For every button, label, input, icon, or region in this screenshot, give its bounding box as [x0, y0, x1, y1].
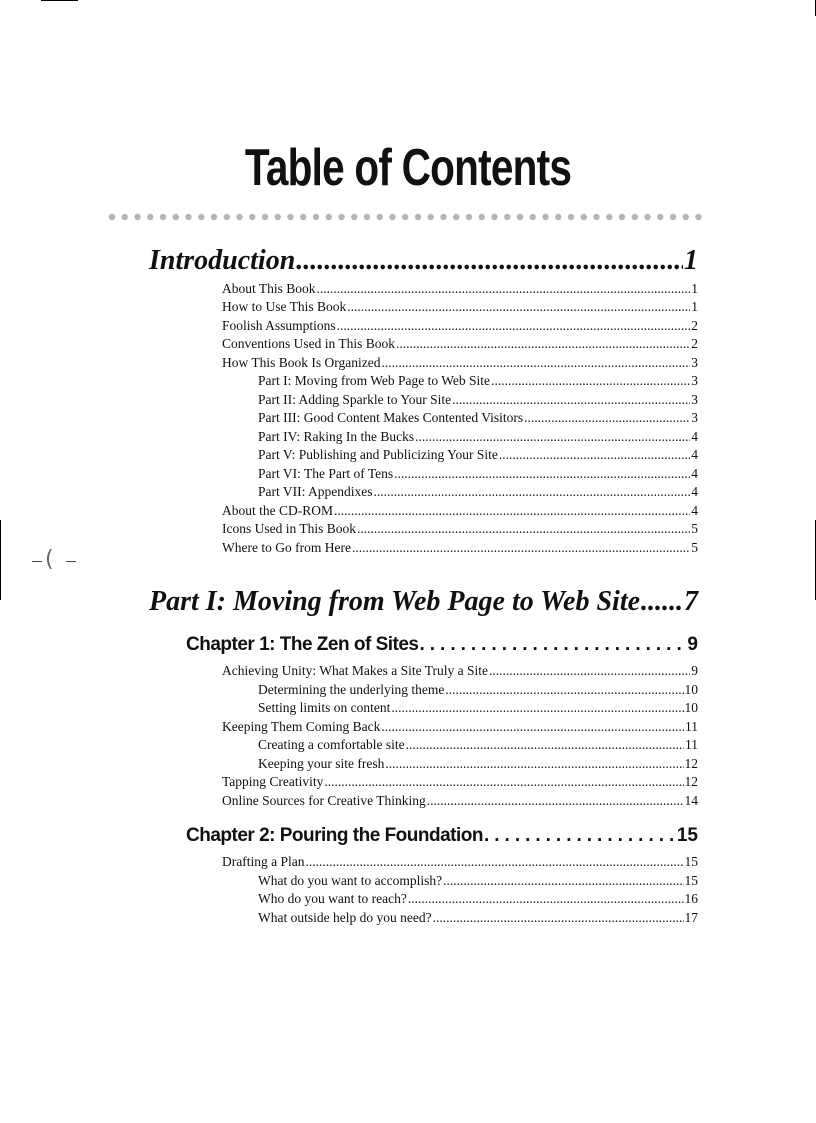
- entry-label: How This Book Is Organized: [222, 355, 381, 370]
- dot-leader: [396, 335, 690, 353]
- toc-entry[interactable]: [222, 335, 698, 353]
- toc-entry[interactable]: [222, 773, 698, 791]
- dot-leader: [352, 539, 690, 557]
- entry-label: Part VI: The Part of Tens: [258, 466, 394, 481]
- toc-subentry[interactable]: [258, 755, 698, 773]
- entry-page-number: 5: [691, 540, 698, 555]
- toc-entry[interactable]: [222, 792, 698, 810]
- toc-entry[interactable]: [222, 539, 698, 557]
- entry-label: Where to Go from Here: [222, 540, 351, 555]
- toc-entry[interactable]: [222, 317, 698, 335]
- entry-page-number: 12: [684, 756, 698, 771]
- entry-page-number: 2: [691, 336, 698, 351]
- entry-page-number: 4: [691, 429, 698, 444]
- chapter-page-number: 15: [676, 825, 698, 846]
- entry-label: Icons Used in This Book: [222, 521, 356, 536]
- entry-label: Part IV: Raking In the Bucks: [258, 429, 415, 444]
- entry-page-number: 14: [684, 793, 698, 808]
- entry-label: Determining the underlying theme: [258, 682, 445, 697]
- dot-leader: [394, 465, 690, 483]
- entry-page-number: 5: [691, 521, 698, 536]
- entry-page-number: 4: [691, 447, 698, 462]
- toc-entry[interactable]: [222, 298, 698, 316]
- toc-subentry[interactable]: [258, 736, 698, 754]
- entry-label: Part II: Adding Sparkle to Your Site: [258, 392, 452, 407]
- entry-label: Conventions Used in This Book: [222, 336, 396, 351]
- entry-page-number: 4: [691, 466, 698, 481]
- entry-page-number: 3: [691, 410, 698, 425]
- toc-subentry[interactable]: [258, 872, 698, 890]
- entry-page-number: 10: [684, 682, 698, 697]
- dot-leader: [419, 632, 686, 658]
- entry-page-number: 10: [684, 700, 698, 715]
- toc-subentry[interactable]: [258, 483, 698, 501]
- toc-subentry[interactable]: [258, 681, 698, 699]
- dot-leader: [524, 409, 690, 427]
- entry-label: Achieving Unity: What Makes a Site Truly a Site: [222, 663, 488, 678]
- chapter-page-number: 9: [687, 634, 698, 655]
- entry-label: Tapping Creativity: [222, 774, 324, 789]
- entry-page-number: 17: [684, 910, 698, 925]
- entry-label: Part V: Publishing and Publicizing Your Site: [258, 447, 498, 462]
- entry-label: What outside help do you need?: [258, 910, 432, 925]
- toc-subentry[interactable]: [258, 909, 698, 927]
- chapter-label: Chapter 2: Pouring the Foundation: [186, 825, 483, 846]
- entry-page-number: 11: [685, 737, 698, 752]
- registration-mark-icon: (: [32, 549, 76, 577]
- page-title: Table of Contents: [244, 139, 572, 197]
- entry-label: How to Use This Book: [222, 299, 347, 314]
- chapter-label: Chapter 1: The Zen of Sites: [186, 634, 419, 655]
- toc-entry[interactable]: [222, 853, 698, 871]
- entry-label: Part III: Good Content Makes Contented Visitors: [258, 410, 524, 425]
- entry-label: Online Sources for Creative Thinking: [222, 793, 426, 808]
- toc-entry[interactable]: [222, 662, 698, 680]
- dot-leader: [499, 446, 690, 464]
- dot-leader: [452, 391, 690, 409]
- entry-page-number: 1: [691, 299, 698, 314]
- entry-label: Creating a comfortable site: [258, 737, 405, 752]
- dot-leader: [334, 502, 690, 520]
- dot-leader: [385, 755, 683, 773]
- toc-subentry[interactable]: [258, 372, 698, 390]
- part-label: Part I: Moving from Web Page to Web Site: [149, 586, 641, 617]
- toc-subentry[interactable]: [258, 391, 698, 409]
- entry-label: What do you want to accomplish?: [258, 873, 443, 888]
- dot-leader: [415, 428, 690, 446]
- entry-page-number: 3: [691, 355, 698, 370]
- entry-page-number: 15: [684, 854, 698, 869]
- entry-page-number: 2: [691, 318, 698, 333]
- toc-chapter-1[interactable]: [186, 632, 698, 658]
- toc-entry[interactable]: [222, 502, 698, 520]
- dot-leader: [489, 662, 690, 680]
- entry-page-number: 4: [691, 503, 698, 518]
- toc-subentry[interactable]: [258, 890, 698, 908]
- entry-label: Part VII: Appendixes: [258, 484, 373, 499]
- entry-label: About This Book: [222, 281, 316, 296]
- entry-label: Drafting a Plan: [222, 854, 305, 869]
- dot-leader: [381, 718, 684, 736]
- entry-page-number: 15: [684, 873, 698, 888]
- dot-leader: [337, 317, 691, 335]
- entry-page-number: 4: [691, 484, 698, 499]
- dot-leader: [484, 823, 676, 849]
- toc-entry[interactable]: [222, 280, 698, 298]
- entry-label: Part I: Moving from Web Page to Web Site: [258, 373, 491, 388]
- entry-label: Keeping your site fresh: [258, 756, 385, 771]
- part-page-number: 7: [684, 586, 698, 617]
- toc-entry[interactable]: [222, 520, 698, 538]
- entry-label: Who do you want to reach?: [258, 891, 407, 906]
- dot-leader: [357, 520, 690, 538]
- entry-label: Keeping Them Coming Back: [222, 719, 381, 734]
- dot-leader: [427, 792, 684, 810]
- dot-leader: [491, 372, 690, 390]
- dot-leader: [296, 243, 683, 279]
- toc-entry[interactable]: [222, 354, 698, 372]
- toc-subentry[interactable]: [258, 428, 698, 446]
- entry-page-number: 1: [691, 281, 698, 296]
- dot-leader: [445, 681, 683, 699]
- entry-page-number: 3: [691, 373, 698, 388]
- toc-part-introduction[interactable]: [149, 243, 698, 279]
- part-label: Introduction: [149, 245, 296, 276]
- entry-page-number: 16: [684, 891, 698, 906]
- toc-subentry[interactable]: [258, 699, 698, 717]
- dot-leader: [641, 584, 683, 620]
- toc-subentry[interactable]: [258, 409, 698, 427]
- dot-leader: [406, 736, 684, 754]
- entry-page-number: 11: [685, 719, 698, 734]
- entry-label: About the CD-ROM: [222, 503, 333, 518]
- dot-leader: [324, 773, 683, 791]
- entry-page-number: 3: [691, 392, 698, 407]
- toc-subentry[interactable]: [258, 465, 698, 483]
- toc-part-one[interactable]: [149, 584, 698, 620]
- dot-leader: [433, 909, 684, 927]
- toc-chapter-2[interactable]: [186, 823, 698, 849]
- dot-leader: [347, 298, 690, 316]
- part-page-number: 1: [684, 245, 698, 276]
- toc-entry[interactable]: [222, 718, 698, 736]
- dot-leader: [305, 853, 683, 871]
- dot-leader: [382, 354, 691, 372]
- dot-leader: [374, 483, 691, 501]
- dot-leader: [317, 280, 691, 298]
- entry-page-number: 9: [691, 663, 698, 678]
- entry-label: Foolish Assumptions: [222, 318, 336, 333]
- entry-label: Setting limits on content: [258, 700, 391, 715]
- entry-page-number: 12: [684, 774, 698, 789]
- toc-subentry[interactable]: [258, 446, 698, 464]
- dot-leader: [391, 699, 683, 717]
- dot-leader: [408, 890, 684, 908]
- dot-leader: [443, 872, 683, 890]
